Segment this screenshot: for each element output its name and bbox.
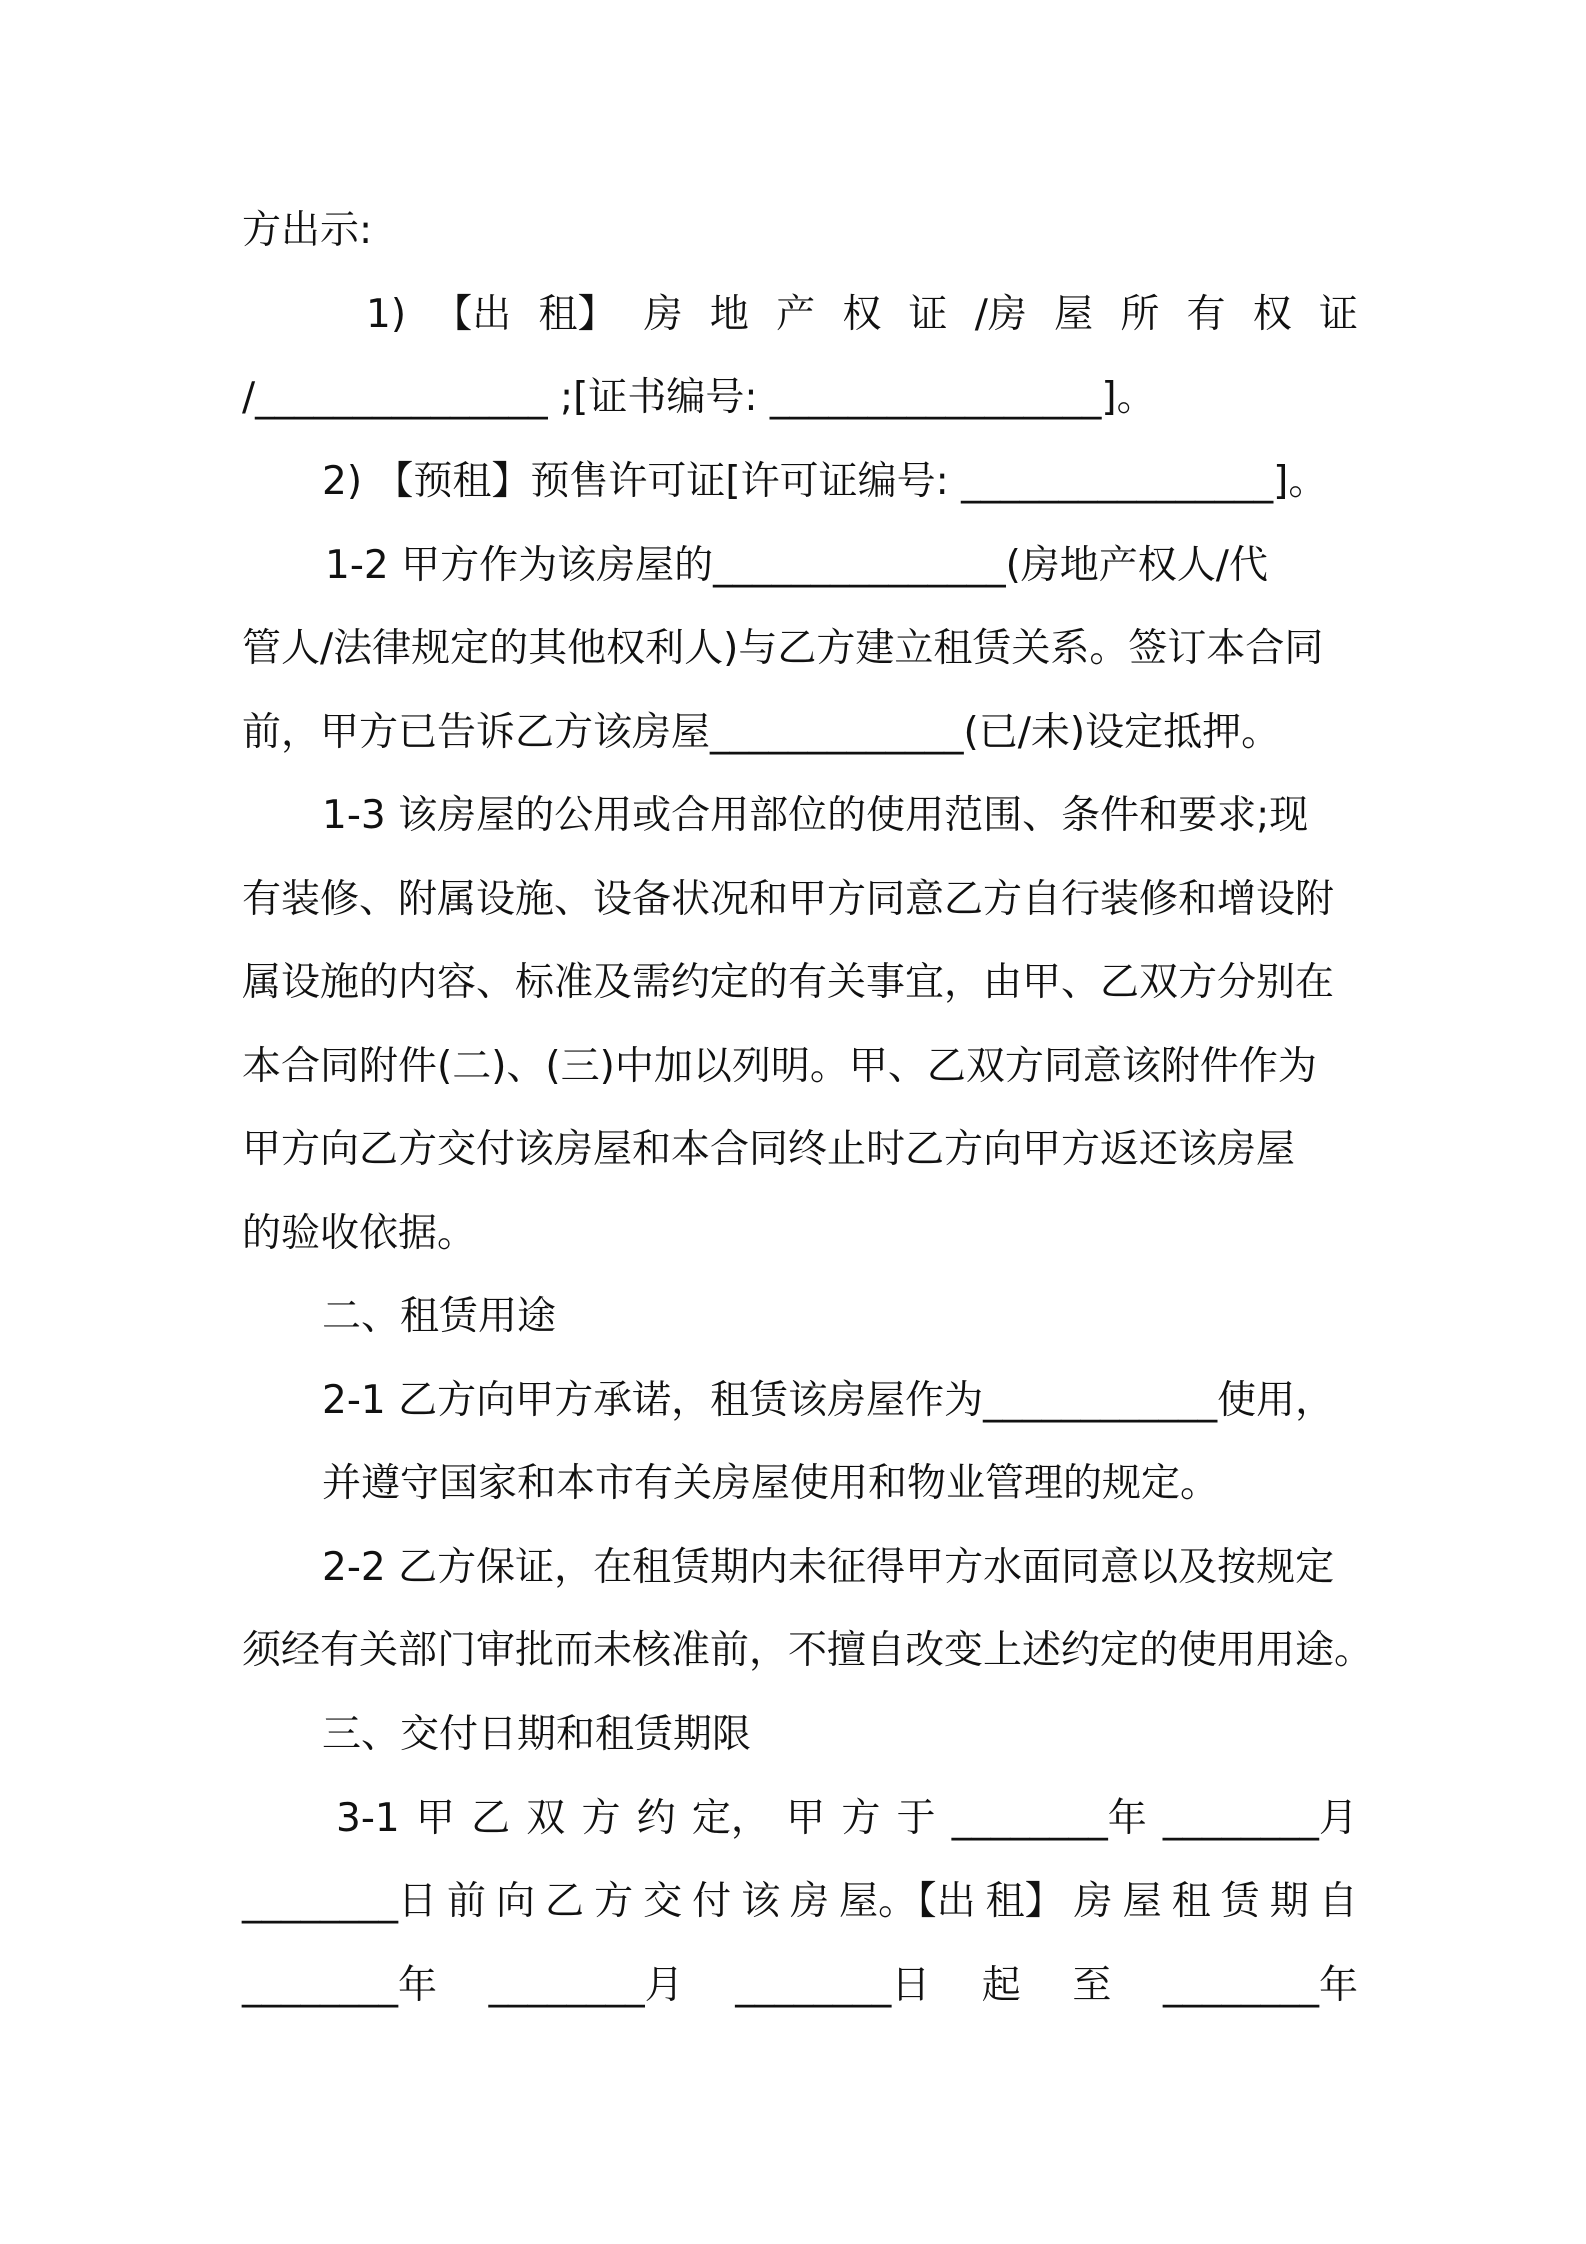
- text-token: 赁: [1220, 1879, 1260, 1924]
- text-token: ________年: [1162, 1963, 1358, 2008]
- text-token: 定，: [691, 1796, 770, 1841]
- text-token: ________年: [242, 1963, 438, 2008]
- text-line: 管人/法律规定的其他权利人)与乙方建立租赁关系。签订本合同: [242, 626, 1324, 671]
- text-token: ________日: [735, 1963, 931, 2008]
- text-token: 房: [643, 292, 683, 337]
- text-line: 属设施的内容、标准及需约定的有关事宜，由甲、乙双方分别在: [242, 960, 1335, 1005]
- text-line: 2-2 乙方保证，在租赁期内未征得甲方水面同意以及按规定: [322, 1545, 1335, 1590]
- text-token: 起: [981, 1963, 1021, 2008]
- text-token: 甲: [786, 1796, 826, 1841]
- text-token: 方: [594, 1879, 634, 1924]
- text-line: 并遵守国家和本市有关房屋使用和物业管理的规定。: [322, 1461, 1220, 1506]
- text-token: 期: [1269, 1879, 1309, 1924]
- text-token: 甲: [415, 1796, 455, 1841]
- text-token: 所: [1120, 292, 1160, 337]
- text-line: 2) 【预租】预售许可证[许可证编号: ________________]。: [322, 459, 1328, 504]
- text-token: 乙: [471, 1796, 511, 1841]
- text-line: 2-1 乙方向甲方承诺，租赁该房屋作为____________使用，: [322, 1378, 1335, 1423]
- text-token: 权: [1252, 292, 1292, 337]
- text-line-justified: [242, 1876, 1358, 1928]
- text-token: 屋: [1054, 292, 1094, 337]
- text-line: 方出示:: [242, 208, 373, 253]
- text-line-justified: [242, 1960, 1358, 2012]
- text-token: 屋: [1122, 1879, 1162, 1924]
- text-line-justified: [366, 289, 1358, 341]
- text-token: 3-1: [336, 1796, 400, 1841]
- text-token: 该: [741, 1879, 781, 1924]
- text-token: ________日: [242, 1879, 438, 1924]
- text-token: 有: [1186, 292, 1226, 337]
- text-line-justified: [336, 1793, 1358, 1845]
- text-token: 权: [842, 292, 882, 337]
- text-line: /_______________ ;[证书编号: _________________]。: [242, 375, 1156, 420]
- text-token: 房: [1073, 1879, 1113, 1924]
- text-token: 【出: [433, 292, 512, 337]
- text-line: 甲方向乙方交付该房屋和本合同终止时乙方向甲方返还该房屋: [242, 1127, 1296, 1172]
- text-token: 自: [1318, 1879, 1358, 1924]
- text-token: ________月: [1162, 1796, 1358, 1841]
- section-heading: 二、租赁用途: [322, 1294, 557, 1339]
- text-token: 于: [896, 1796, 936, 1841]
- text-token: /房: [974, 292, 1027, 337]
- text-line: 须经有关部门审批而未核准前，不擅自改变上述约定的使用用途。: [242, 1628, 1374, 1673]
- text-token: 约: [636, 1796, 676, 1841]
- text-line: 的验收依据。: [242, 1211, 477, 1256]
- text-token: 方: [841, 1796, 881, 1841]
- text-token: ________月: [488, 1963, 684, 2008]
- text-token: 乙: [545, 1879, 585, 1924]
- section-heading: 三、交付日期和租赁期限: [322, 1712, 752, 1757]
- text-line: 1-2 甲方作为该房屋的_______________(房地产权人/代: [325, 543, 1268, 588]
- text-token: 租】: [538, 292, 617, 337]
- text-token: 租】: [985, 1879, 1064, 1924]
- text-line: 1-3 该房屋的公用或合用部位的使用范围、条件和要求;现: [322, 793, 1309, 838]
- text-token: 地: [709, 292, 749, 337]
- text-line: 前，甲方已告诉乙方该房屋_____________(已/未)设定抵押。: [242, 710, 1281, 755]
- text-token: 前: [447, 1879, 487, 1924]
- text-token: 证: [1318, 292, 1358, 337]
- text-token: 付: [692, 1879, 732, 1924]
- text-token: 双: [526, 1796, 566, 1841]
- text-line: 本合同附件(二)、(三)中加以列明。甲、乙双方同意该附件作为: [242, 1044, 1317, 1089]
- text-line: 有装修、附属设施、设备状况和甲方同意乙方自行装修和增设附: [242, 877, 1335, 922]
- text-token: 方: [581, 1796, 621, 1841]
- text-token: 至: [1072, 1963, 1112, 2008]
- text-token: 交: [643, 1879, 683, 1924]
- text-token: 租: [1171, 1879, 1211, 1924]
- text-token: 房: [790, 1879, 830, 1924]
- text-token: 产: [776, 292, 816, 337]
- text-token: 屋。【出: [839, 1879, 976, 1924]
- text-token: 证: [908, 292, 948, 337]
- text-token: ________年: [951, 1796, 1147, 1841]
- text-token: 1): [366, 292, 407, 337]
- text-token: 向: [496, 1879, 536, 1924]
